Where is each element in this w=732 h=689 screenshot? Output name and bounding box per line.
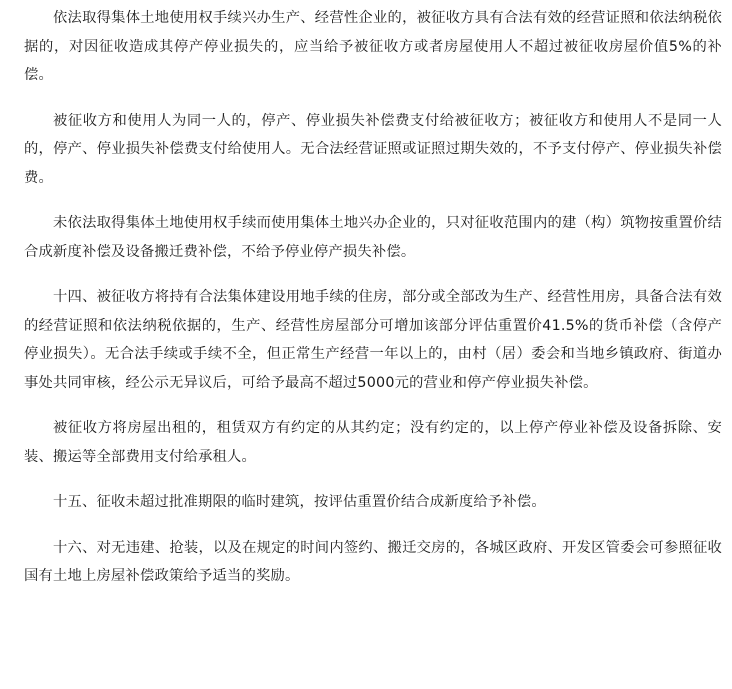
paragraph-article-14: 十四、被征收方将持有合法集体建设用地手续的住房，部分或全部改为生产、经营性用房，具备合法有效的经营证照和依法纳税依据的，生产、经营性房屋部分可增加该部分评估重置价41.5%的货币补偿（含停产停业损失）。无合法手续或手续不全，但正常生产经营一年以上的，由村（居）委会和当地乡镇政府、街道办事处共同审核，经公示无异议后，可给予最高不超过5000元的营业和停产停业损失补偿。: [24, 289, 722, 391]
paragraph-payee-rules: 被征收方和使用人为同一人的，停产、停业损失补偿费支付给被征收方；被征收方和使用人不是同一人的，停产、停业损失补偿费支付给使用人。无合法经营证照或证照过期失效的，不予支付停产、停业损失补偿费。: [24, 112, 722, 186]
paragraph-enterprise-compensation: 依法取得集体土地使用权手续兴办生产、经营性企业的，被征收方具有合法有效的经营证照和依法纳税依据的，对因征收造成其停产停业损失的，应当给予被征收方或者房屋使用人不超过被征收房屋价值5%的补偿。: [24, 10, 722, 83]
paragraph-unlicensed-land-use: 未依法取得集体土地使用权手续而使用集体土地兴办企业的，只对征收范围内的建（构）筑物按重置价结合成新度补偿及设备搬迁费补偿，不给予停业停产损失补偿。: [24, 215, 722, 260]
paragraph-rental-agreement: 被征收方将房屋出租的，租赁双方有约定的从其约定；没有约定的，以上停产停业补偿及设备拆除、安装、搬运等全部费用支付给承租人。: [24, 420, 722, 465]
paragraph-article-15: 十五、征收未超过批准期限的临时建筑，按评估重置价结合成新度给予补偿。: [53, 494, 546, 510]
paragraph-article-16: 十六、对无违建、抢装，以及在规定的时间内签约、搬迁交房的，各城区政府、开发区管委会可参照征收国有土地上房屋补偿政策给予适当的奖励。: [24, 539, 722, 584]
document-body: [24, 4, 722, 591]
